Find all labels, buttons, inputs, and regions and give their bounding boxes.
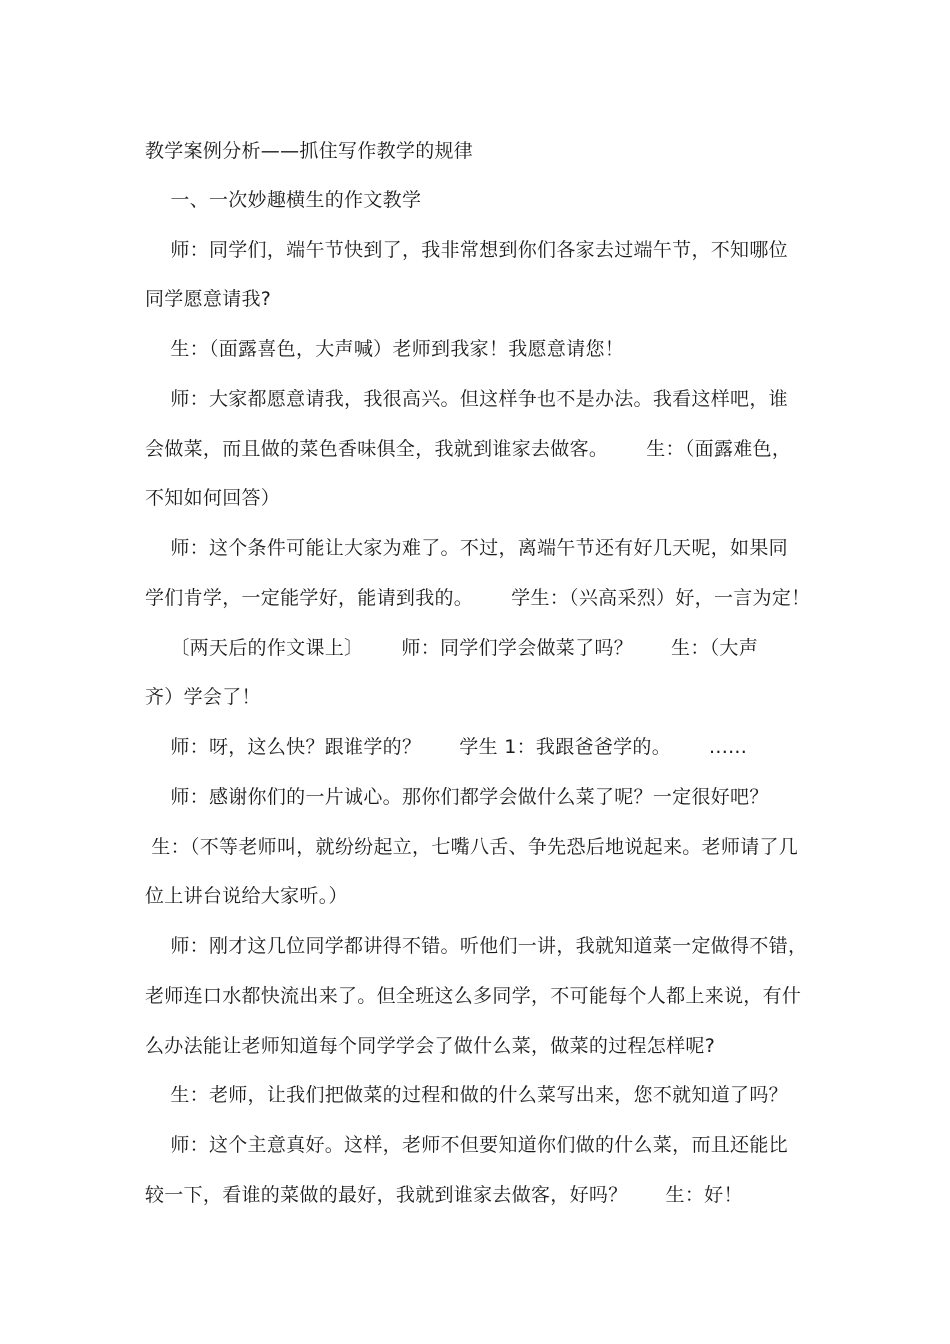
text-line: 师：这个条件可能让大家为难了。不过，离端午节还有好几天呢，如果同 <box>145 537 788 559</box>
text-line: 齐）学会了！ <box>145 686 261 708</box>
text-line: 学们肯学，一定能学好，能请到我的。 学生：（兴高采烈）好，一言为定！ <box>145 587 811 609</box>
text-line: 么办法能让老师知道每个同学学会了做什么菜，做菜的过程怎样呢? <box>145 1035 716 1057</box>
text-line: 〔两天后的作文课上〕 师：同学们学会做菜了吗？ 生：（大声 <box>145 637 759 659</box>
document-title: 教学案例分析——抓住写作教学的规律 <box>145 140 474 162</box>
text-line: 会做菜，而且做的菜色香味俱全，我就到谁家去做客。 生：（面露难色， <box>145 438 792 460</box>
text-line: 较一下，看谁的菜做的最好，我就到谁家去做客，好吗？ 生：好！ <box>145 1184 743 1206</box>
text-line: 生：（不等老师叫，就纷纷起立，七嘴八舌、争先恐后地说起来。老师请了几 <box>145 836 799 858</box>
text-line: 不知如何回答） <box>145 487 281 509</box>
section-heading: 一、一次妙趣横生的作文教学 <box>145 189 422 211</box>
text-line: 生：（面露喜色，大声喊）老师到我家！我愿意请您！ <box>145 338 625 360</box>
text-line: 同学愿意请我? <box>145 288 272 310</box>
text-line: 师：刚才这几位同学都讲得不错。听他们一讲，我就知道菜一定做得不错， <box>145 935 808 957</box>
text-line: 师：同学们，端午节快到了，我非常想到你们各家去过端午节，不知哪位 <box>145 239 788 261</box>
text-line: 师：呀，这么快？跟谁学的？ 学生 1：我跟爸爸学的。 ...... <box>145 736 748 758</box>
text-line: 生：老师，让我们把做菜的过程和做的什么菜写出来，您不就知道了吗？ <box>145 1084 788 1106</box>
text-line: 师：感谢你们的一片诚心。那你们都学会做什么菜了呢？一定很好吧？ <box>145 786 769 808</box>
text-line: 位上讲台说给大家听。） <box>145 885 348 907</box>
text-line: 师：这个主意真好。这样，老师不但要知道你们做的什么菜，而且还能比 <box>145 1134 788 1156</box>
text-line: 师：大家都愿意请我，我很高兴。但这样争也不是办法。我看这样吧，谁 <box>145 388 788 410</box>
text-line: 老师连口水都快流出来了。但全班这么多同学，不可能每个人都上来说，有什 <box>145 985 802 1007</box>
